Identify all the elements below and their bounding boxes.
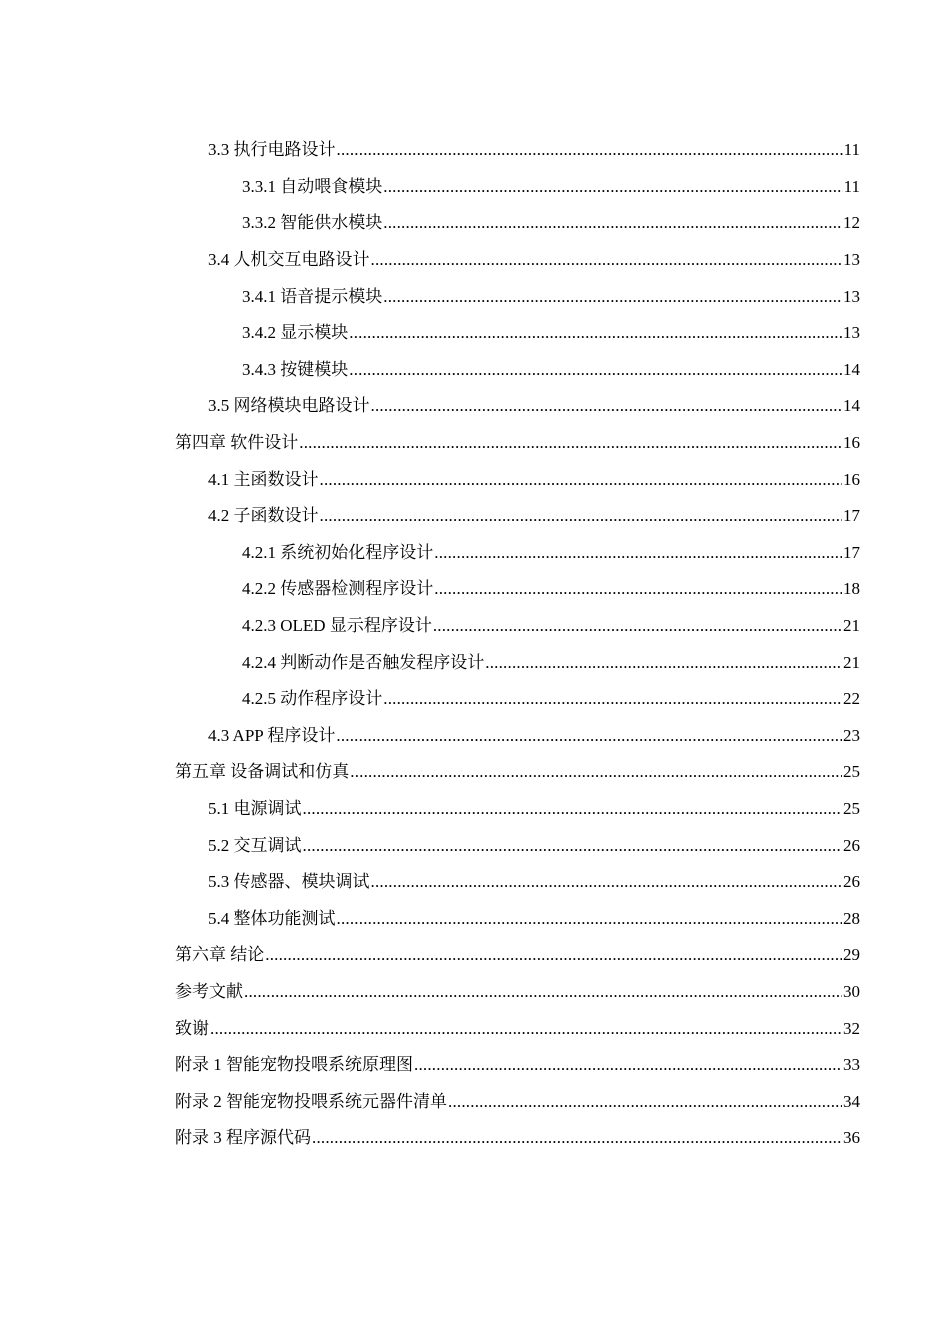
toc-entry-title: 4.2.2 传感器检测程序设计 <box>242 579 434 599</box>
toc-entry-page-number: 33 <box>843 1055 860 1075</box>
toc-dot-leader <box>371 250 843 270</box>
toc-dot-leader <box>485 653 842 673</box>
toc-entry[interactable] <box>175 352 860 389</box>
toc-entry-title: 4.2.1 系统初始化程序设计 <box>242 542 434 562</box>
toc-entry-page-number: 23 <box>843 725 860 745</box>
toc-entry-page-number: 16 <box>843 433 860 453</box>
toc-dot-leader <box>299 433 842 453</box>
toc-entry[interactable] <box>175 1010 860 1047</box>
toc-entry[interactable] <box>175 498 860 535</box>
toc-entry-page-number: 13 <box>843 323 860 343</box>
toc-entry[interactable] <box>175 864 860 901</box>
toc-entry-page-number: 14 <box>843 359 860 379</box>
toc-dot-leader <box>349 323 842 343</box>
toc-entry-title: 4.1 主函数设计 <box>208 469 319 489</box>
toc-dot-leader <box>448 1092 842 1112</box>
toc-dot-leader <box>383 213 842 233</box>
toc-entry-title: 第五章 设备调试和仿真 <box>175 762 350 782</box>
toc-dot-leader <box>371 872 843 892</box>
toc-dot-leader <box>320 470 843 490</box>
toc-entry-title: 3.4.2 显示模块 <box>242 323 349 343</box>
toc-dot-leader <box>434 579 842 599</box>
toc-entry-title: 5.4 整体功能测试 <box>208 908 336 928</box>
toc-entry[interactable] <box>175 315 860 352</box>
toc-entry[interactable] <box>175 827 860 864</box>
toc-dot-leader <box>320 506 843 526</box>
table-of-contents <box>175 132 860 1157</box>
toc-entry-page-number: 21 <box>843 652 860 672</box>
toc-entry-title: 4.3 APP 程序设计 <box>208 725 336 745</box>
toc-entry-title: 3.3.1 自动喂食模块 <box>242 176 383 196</box>
toc-entry-title: 参考文献 <box>175 981 243 1001</box>
toc-entry[interactable] <box>175 937 860 974</box>
toc-entry-page-number: 16 <box>843 469 860 489</box>
toc-entry-title: 5.1 电源调试 <box>208 798 302 818</box>
toc-dot-leader <box>350 762 842 782</box>
toc-entry-title: 致谢 <box>175 1018 209 1038</box>
toc-entry[interactable] <box>175 242 860 279</box>
toc-entry-title: 5.2 交互调试 <box>208 835 302 855</box>
toc-entry-page-number: 17 <box>843 542 860 562</box>
toc-entry[interactable] <box>175 974 860 1011</box>
toc-entry-title: 3.3.2 智能供水模块 <box>242 213 383 233</box>
toc-dot-leader <box>312 1128 842 1148</box>
toc-entry[interactable] <box>175 132 860 169</box>
toc-entry[interactable] <box>175 681 860 718</box>
toc-entry-page-number: 32 <box>843 1018 860 1038</box>
toc-entry-page-number: 11 <box>843 176 860 196</box>
toc-entry-page-number: 21 <box>843 616 860 636</box>
toc-entry[interactable] <box>175 571 860 608</box>
toc-entry-page-number: 28 <box>843 908 860 928</box>
toc-entry-title: 附录 1 智能宠物投喂系统原理图 <box>175 1055 413 1075</box>
toc-entry[interactable] <box>175 754 860 791</box>
toc-entry-page-number: 36 <box>843 1128 860 1148</box>
toc-entry-title: 3.4.1 语音提示模块 <box>242 286 383 306</box>
toc-entry-page-number: 12 <box>843 213 860 233</box>
toc-entry-page-number: 13 <box>843 286 860 306</box>
toc-entry[interactable] <box>175 1083 860 1120</box>
toc-entry-page-number: 26 <box>843 872 860 892</box>
toc-dot-leader <box>383 287 842 307</box>
toc-entry-title: 3.4.3 按键模块 <box>242 359 349 379</box>
toc-entry-title: 3.5 网络模块电路设计 <box>208 396 370 416</box>
toc-entry-page-number: 22 <box>843 689 860 709</box>
toc-entry-title: 附录 3 程序源代码 <box>175 1128 311 1148</box>
toc-dot-leader <box>349 360 842 380</box>
toc-entry-page-number: 13 <box>843 250 860 270</box>
toc-dot-leader <box>303 836 843 856</box>
toc-entry-page-number: 14 <box>843 396 860 416</box>
toc-entry[interactable] <box>175 1120 860 1157</box>
toc-entry[interactable] <box>175 644 860 681</box>
toc-entry-title: 第六章 结论 <box>175 945 265 965</box>
toc-dot-leader <box>336 726 842 746</box>
toc-dot-leader <box>383 177 842 197</box>
toc-entry[interactable] <box>175 718 860 755</box>
toc-entry[interactable] <box>175 278 860 315</box>
toc-entry-title: 3.4 人机交互电路设计 <box>208 250 370 270</box>
toc-dot-leader <box>303 799 843 819</box>
toc-entry[interactable] <box>175 205 860 242</box>
toc-dot-leader <box>210 1019 842 1039</box>
toc-entry-page-number: 29 <box>843 945 860 965</box>
toc-entry[interactable] <box>175 900 860 937</box>
toc-entry[interactable] <box>175 791 860 828</box>
toc-dot-leader <box>434 543 842 563</box>
toc-entry-page-number: 30 <box>843 981 860 1001</box>
toc-entry[interactable] <box>175 461 860 498</box>
toc-entry[interactable] <box>175 1047 860 1084</box>
toc-dot-leader <box>244 982 842 1002</box>
toc-entry-page-number: 34 <box>843 1091 860 1111</box>
toc-entry-title: 4.2 子函数设计 <box>208 506 319 526</box>
toc-entry[interactable] <box>175 388 860 425</box>
toc-entry-page-number: 25 <box>843 762 860 782</box>
toc-entry-title: 第四章 软件设计 <box>175 433 299 453</box>
toc-dot-leader <box>414 1055 842 1075</box>
toc-entry[interactable] <box>175 425 860 462</box>
toc-entry-title: 4.2.4 判断动作是否触发程序设计 <box>242 652 485 672</box>
toc-dot-leader <box>433 616 842 636</box>
toc-entry-page-number: 25 <box>843 798 860 818</box>
toc-dot-leader <box>383 689 842 709</box>
toc-entry[interactable] <box>175 535 860 572</box>
toc-entry-page-number: 26 <box>843 835 860 855</box>
toc-dot-leader <box>337 909 843 929</box>
toc-entry[interactable] <box>175 608 860 645</box>
toc-dot-leader <box>337 140 843 160</box>
toc-entry-title: 4.2.3 OLED 显示程序设计 <box>242 616 432 636</box>
toc-entry-page-number: 18 <box>843 579 860 599</box>
toc-dot-leader <box>265 945 842 965</box>
toc-entry-title: 3.3 执行电路设计 <box>208 140 336 160</box>
toc-entry-title: 附录 2 智能宠物投喂系统元器件清单 <box>175 1091 447 1111</box>
toc-entry[interactable] <box>175 169 860 206</box>
toc-entry-title: 4.2.5 动作程序设计 <box>242 689 383 709</box>
toc-entry-title: 5.3 传感器、模块调试 <box>208 872 370 892</box>
toc-entry-page-number: 17 <box>843 506 860 526</box>
toc-dot-leader <box>371 396 843 416</box>
toc-entry-page-number: 11 <box>843 140 860 160</box>
